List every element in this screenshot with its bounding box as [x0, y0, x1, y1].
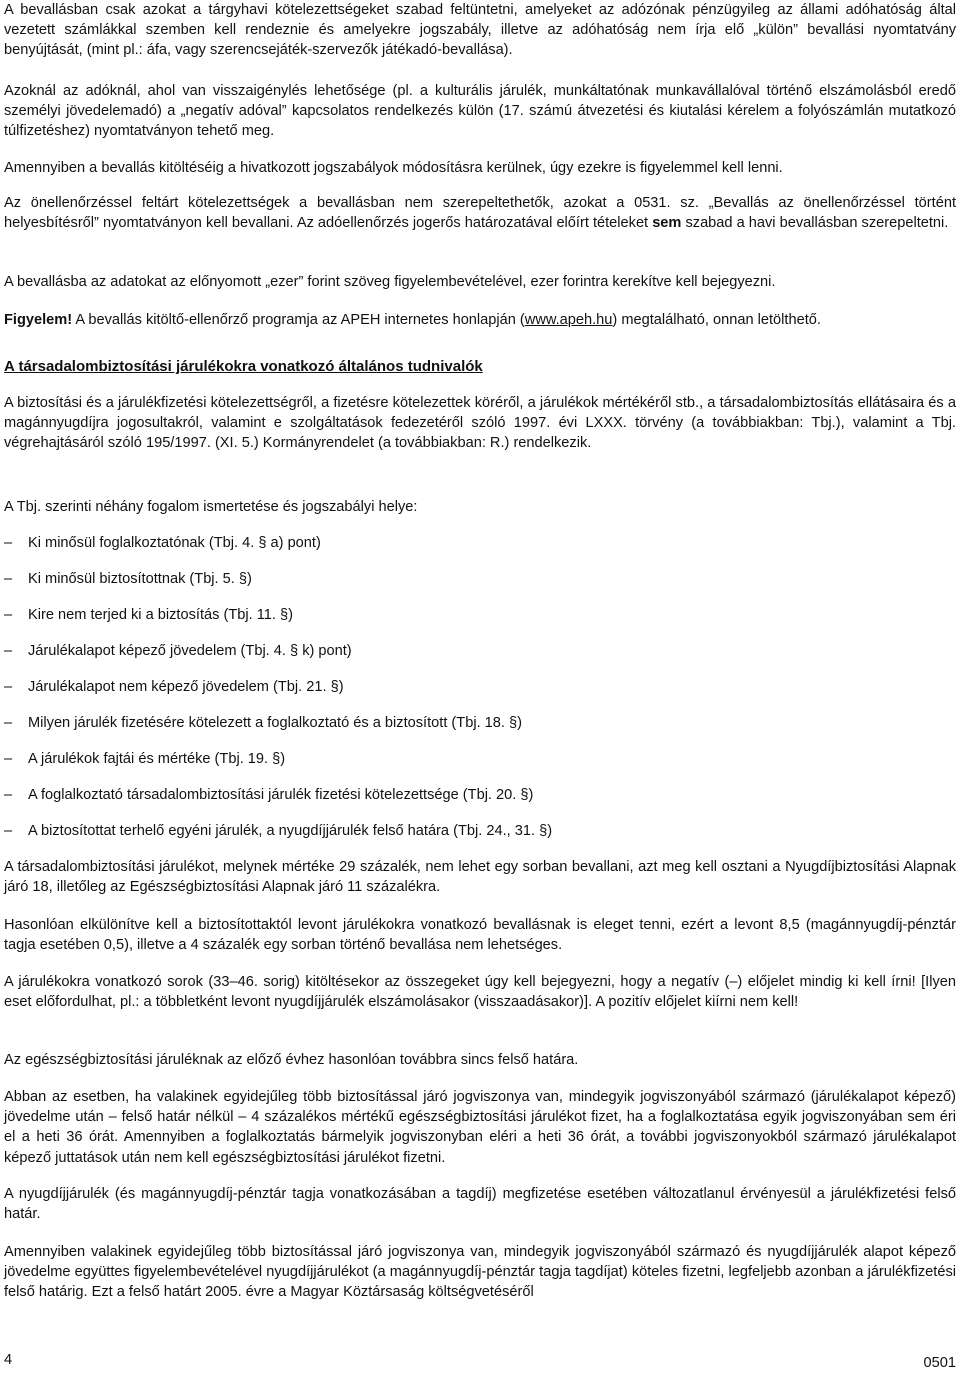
list-item-text: Ki minősül biztosítottnak (Tbj. 5. §)	[28, 571, 252, 587]
dash-bullet: –	[4, 643, 13, 659]
onellenorzes-end: szabad a havi bevallásban szerepeltetni.	[685, 215, 949, 232]
paragraph-negativ-elojel: A járulékokra vonatkozó sorok (33–46. sorig) kitöltésekor az összegeket úgy kell bejegyezni, hogy a negatív (–) előjelet mindig ki kell írni! [Ilyen eset előfordulhat, pl.: a többletként levont nyugdíjjárulék elszámolásakor (visszaadásakor)]. A pozitív előjelet kiírni nem kell!	[4, 974, 956, 1011]
paragraph-tbj-intro: A biztosítási és a járulékfizetési kötelezettségről, a fizetésre kötelezettek köréről, a járulékok mértékéről stb., a társadalombiztosítás ellátásaira és a magánnyugdíjra jogosultakról, valamint e szolgáltatások fedezetéről szóló 1997. évi LXXX. törvény (a továbbiakban: Tbj.), valamint a Tbj. végrehajtásáról szóló 195/1997. (XI. 5.) Kormányrendelet (a továbbiakban: R.) rendelkezik.	[4, 395, 956, 452]
apeh-website-link[interactable]: www.apeh.hu	[524, 312, 613, 328]
list-item-text: A foglalkoztató társadalombiztosítási járulék fizetési kötelezettsége (Tbj. 20. §)	[28, 787, 534, 803]
paragraph-nyugdijjarulek: A nyugdíjjárulék (és magánnyugdíj-pénztár tagja vonatkozásában a tagdíj) megfizetése esetében változatlanul érvényesül a járulékfizetési felső határ.	[4, 1186, 956, 1223]
paragraph-visszaigenyles: Azoknál az adóknál, ahol van visszaigénylés lehetősége (pl. a kulturális járulék, munkáltatónak munkavállalóval történő elszámolásból eredő személyi jövedelemadó) a „negatív adóval” kapcsolatos rendelkezés külön (17. számú átvezetési és kiutalási kérelem a folyószámlán mutatkozó túlfizetéshez) nyomtatványon tehető meg.	[4, 83, 956, 140]
figyelem-text: A bevallás kitöltő-ellenőrző programja az APEH internetes honlapján (	[75, 312, 525, 328]
paragraph-29-szazalek: A társadalombiztosítási járulékot, melynek mértéke 29 százalék, nem lehet egy sorban bevallani, azt meg kell osztani a Nyugdíjbiztosítási Alapnak járó 18, illetőleg az Egészségbiztosítási Alapnak járó 11 százalékra.	[4, 859, 956, 896]
dash-bullet: –	[4, 751, 13, 767]
dash-bullet: –	[4, 607, 13, 623]
list-item-text: A járulékok fajtái és mértéke (Tbj. 19. §)	[28, 751, 286, 767]
paragraph-bevallas-kotelezettsegek: A bevallásban csak azokat a tárgyhavi kötelezettségeket szabad feltüntetni, amelyeket az adózónak pénzügyileg az állami adóhatóság által vezetett számlákkal szemben kell rendeznie és amelyekre jogszabály, illetve az adóhatóság nem írja elő „külön” bevallási nyomtatvány benyújtását, (mint pl.: áfa, vagy szerencsejáték-szervezők játékadó-bevallása).	[4, 2, 956, 59]
document-page	[4, 0, 956, 1375]
sem-emphasis: sem	[652, 215, 682, 232]
dash-bullet: –	[4, 571, 13, 587]
paragraph-onellenorzes	[4, 193, 956, 233]
figyelem-end: ) megtalálható, onnan letölthető.	[612, 312, 821, 328]
section-heading: A társadalombiztosítási járulékokra vonatkozó általános tudnivalók	[4, 358, 483, 375]
list-item-text: Járulékalapot képező jövedelem (Tbj. 4. § k) pont)	[28, 643, 352, 659]
figyelem-label: Figyelem!	[4, 312, 73, 328]
paragraph-jogszabaly-modositas: Amennyiben a bevallás kitöltéséig a hivatkozott jogszabályok módosításra kerülnek, úgy ezekre is figyelemmel kell lenni.	[4, 160, 783, 176]
list-item-text: Milyen járulék fizetésére kötelezett a foglalkoztató és a biztosított (Tbj. 18. §)	[28, 715, 522, 731]
dash-bullet: –	[4, 535, 13, 551]
paragraph-fogalmak: A Tbj. szerinti néhány fogalom ismertetése és jogszabályi helye:	[4, 499, 418, 515]
list-item-text: A biztosítottat terhelő egyéni járulék, a nyugdíjjárulék felső határa (Tbj. 24., 31. §)	[28, 823, 553, 839]
paragraph-felso-hatar: Amennyiben valakinek egyidejűleg több biztosítással járó jogviszonya van, mindegyik jogviszonyából származó és nyugdíjjárulék alapot képező jövedelme együttes figyelembevételével nyugdíjjárulékot (a magánnyugdíj-pénztár tagja tagdíjat) köteles fizetni, legfeljebb azonban a járulékfizetési felső határig. Ezt a felső határt 2005. évre a Magyar Köztársaság költségvetéséről	[4, 1244, 956, 1301]
paragraph-elkulonites: Hasonlóan elkülönítve kell a biztosítottaktól levont járulékokra vonatkozó bevallásnak is eleget tenni, ezért a levont 8,5 (magánnyugdíj-pénztár tagja esetében 0,5), illetve a 4 százalék egy sorban történő bevallása nem lehetséges.	[4, 917, 956, 954]
list-item-text: Járulékalapot nem képező jövedelem (Tbj. 21. §)	[28, 679, 344, 695]
paragraph-ezer-forint: A bevallásba az adatokat az előnyomott „ezer” forint szöveg figyelembevételével, ezer forintra kerekítve kell bejegyezni.	[4, 274, 776, 290]
dash-bullet: –	[4, 787, 13, 803]
dash-bullet: –	[4, 823, 13, 839]
paragraph-tobb-jogviszony: Abban az esetben, ha valakinek egyidejűleg több biztosítással járó jogviszonya van, mindegyik jogviszonyából származó (járulékalapot képező) jövedelme után – felső határ nélkül – 4 százalékos mértékű egészségbiztosítási járulékot fizet, ha a foglalkoztatása egyik jogviszonyában sem éri el a heti 36 órát. Amennyiben a foglalkoztatás bármelyik jogviszonyban eléri a heti 36 órát, a további jogviszonyokból származó járulékalapot képező juttatások után nem kell egészségbiztosítási járulékot fizetni.	[4, 1089, 956, 1166]
dash-bullet: –	[4, 715, 13, 731]
list-item-text: Kire nem terjed ki a biztosítás (Tbj. 11. §)	[28, 607, 293, 623]
paragraph-figyelem	[4, 310, 956, 330]
paragraph-egeszsegbiztositas: Az egészségbiztosítási járuléknak az előző évhez hasonlóan továbbra sincs felső határa.	[4, 1052, 579, 1068]
list-item-text: Ki minősül foglalkoztatónak (Tbj. 4. § a) pont)	[28, 535, 321, 551]
onellenorzes-text: Az önellenőrzéssel feltárt kötelezettségek a bevallásban nem szerepeltethetők, azokat a 0531. sz. „Bevallás az önellenőrzéssel történt helyesbítésről” nyomtatványon kell bevallani. Az adóellenőrzés jogerős határozatával előírt tételeket	[4, 195, 956, 232]
dash-bullet: –	[4, 679, 13, 695]
page-number: 4	[4, 1352, 13, 1368]
form-code: 0501	[923, 1355, 956, 1371]
